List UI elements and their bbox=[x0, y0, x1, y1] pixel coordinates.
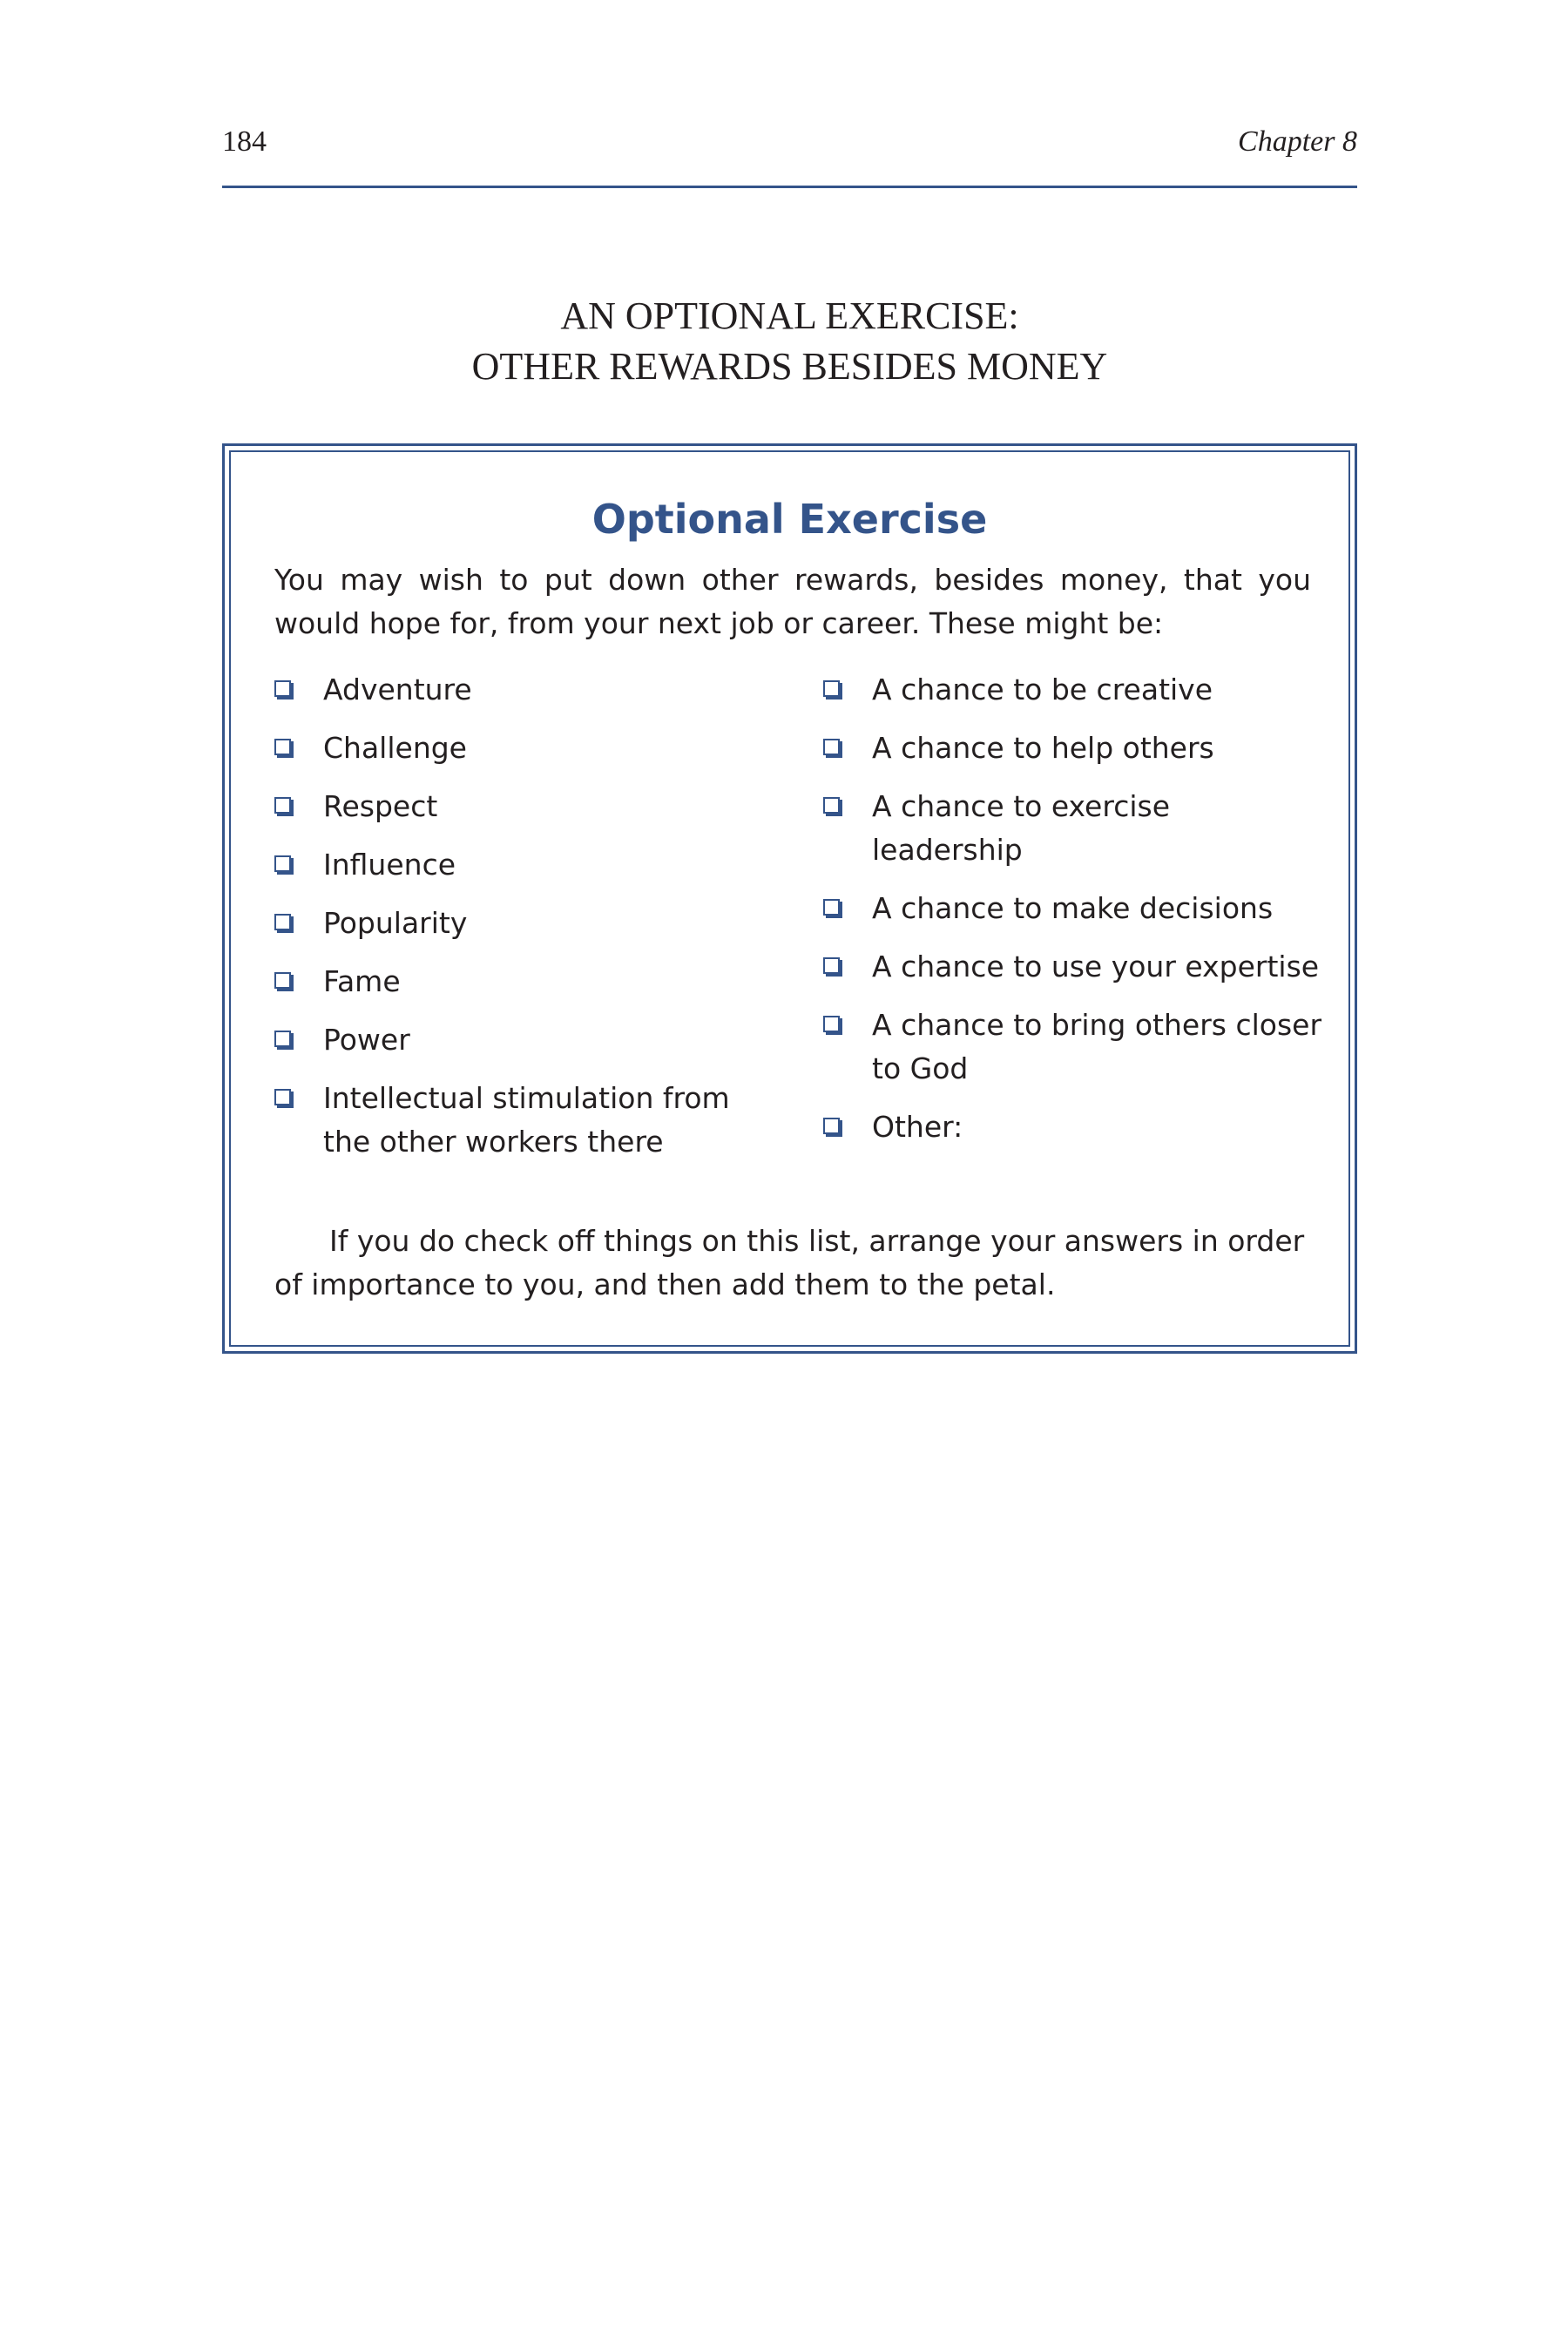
list-item[interactable] bbox=[274, 727, 762, 770]
list-item-label: Popularity bbox=[323, 906, 468, 940]
list-item-label: A chance to use your expertise bbox=[872, 950, 1320, 983]
checkbox-icon[interactable] bbox=[274, 855, 291, 872]
list-item-label: A chance to be creative bbox=[872, 672, 1213, 706]
list-item-label: A chance to bring others closer to God bbox=[872, 1008, 1322, 1085]
section-title bbox=[222, 291, 1357, 392]
list-item[interactable] bbox=[823, 1105, 1328, 1149]
list-item-label: A chance to exercise leadership bbox=[872, 789, 1171, 867]
closing-paragraph: If you do check off things on this list, arrange your answers in order of importance to you, and then add them to the petal. bbox=[274, 1224, 1305, 1301]
list-item[interactable] bbox=[274, 843, 762, 887]
list-item[interactable] bbox=[823, 887, 1328, 930]
chapter-label: Chapter 8 bbox=[1238, 125, 1357, 158]
list-item-label: A chance to help others bbox=[872, 731, 1214, 765]
list-item-label: Intellectual stimulation from the other workers there bbox=[323, 1081, 730, 1159]
list-item[interactable] bbox=[823, 945, 1328, 989]
rewards-list-left bbox=[274, 668, 762, 1179]
checkbox-icon[interactable] bbox=[823, 797, 840, 814]
list-item[interactable] bbox=[274, 668, 762, 712]
checkbox-icon[interactable] bbox=[823, 1016, 840, 1032]
checkbox-icon[interactable] bbox=[274, 1031, 291, 1047]
header-rule bbox=[222, 186, 1357, 188]
rewards-list-right bbox=[823, 668, 1328, 1164]
list-item-label: Other: bbox=[872, 1110, 963, 1144]
list-item[interactable] bbox=[274, 785, 762, 828]
list-item-label: Power bbox=[323, 1023, 410, 1057]
list-item[interactable] bbox=[274, 902, 762, 945]
list-item[interactable] bbox=[823, 727, 1328, 770]
list-item-label: Respect bbox=[323, 789, 438, 823]
list-item[interactable] bbox=[823, 668, 1328, 712]
checkbox-icon[interactable] bbox=[274, 739, 291, 755]
list-item-label: Adventure bbox=[323, 672, 472, 706]
list-item-label: Challenge bbox=[323, 731, 467, 765]
optional-exercise-box bbox=[222, 443, 1357, 1354]
section-title-line-1: AN OPTIONAL EXERCISE: bbox=[560, 294, 1019, 337]
box-heading: Optional Exercise bbox=[591, 496, 988, 543]
checkbox-icon[interactable] bbox=[823, 680, 840, 697]
checkbox-icon[interactable] bbox=[274, 797, 291, 814]
section-title-line-2: OTHER REWARDS BESIDES MONEY bbox=[471, 345, 1108, 388]
checkbox-icon[interactable] bbox=[823, 899, 840, 916]
checkbox-icon[interactable] bbox=[274, 914, 291, 930]
page-number: 184 bbox=[222, 125, 267, 158]
checkbox-icon[interactable] bbox=[274, 972, 291, 989]
list-item[interactable] bbox=[274, 1018, 762, 1062]
checkbox-icon[interactable] bbox=[823, 739, 840, 755]
checkbox-icon[interactable] bbox=[274, 680, 291, 697]
checkbox-icon[interactable] bbox=[823, 1118, 840, 1134]
running-head bbox=[222, 122, 1357, 166]
exercise-box-inner-border bbox=[229, 450, 1350, 1347]
list-item[interactable] bbox=[823, 785, 1328, 872]
intro-paragraph: You may wish to put down other rewards, besides money, that you would hope for, from your next job or career. These might be: bbox=[274, 563, 1311, 640]
list-item-label: A chance to make decisions bbox=[872, 891, 1274, 925]
list-item-label: Fame bbox=[323, 964, 401, 998]
list-item[interactable] bbox=[274, 1077, 762, 1164]
list-item-label: Influence bbox=[323, 848, 456, 882]
list-item[interactable] bbox=[823, 1004, 1328, 1091]
checkbox-icon[interactable] bbox=[274, 1089, 291, 1105]
list-item[interactable] bbox=[274, 960, 762, 1004]
checkbox-icon[interactable] bbox=[823, 957, 840, 974]
